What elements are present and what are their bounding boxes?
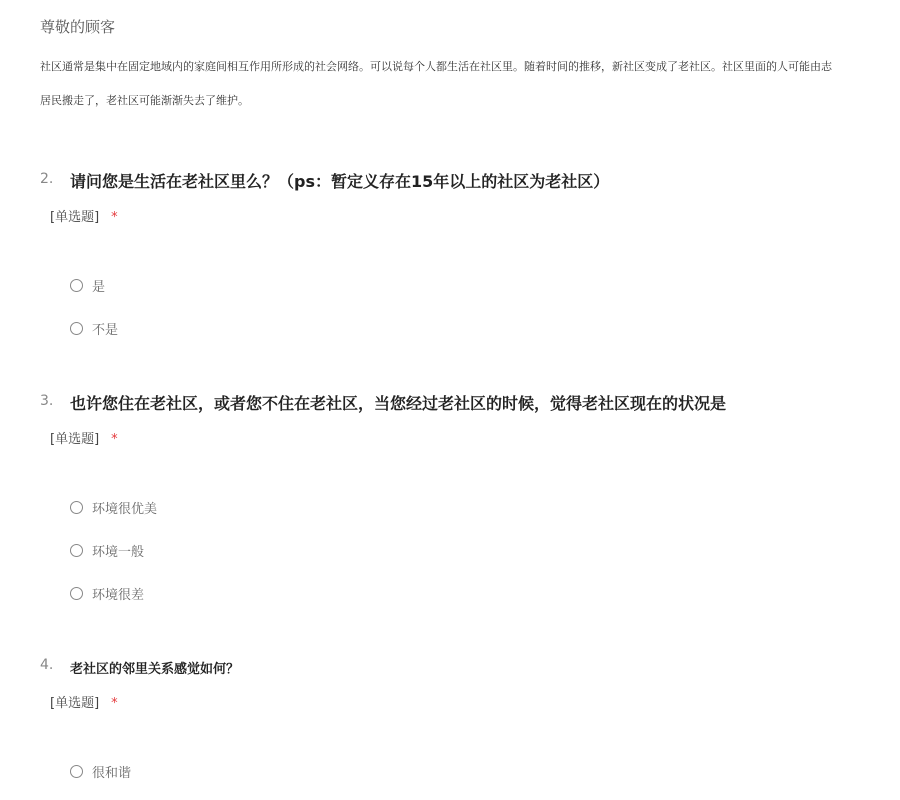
option-label: 是 <box>92 279 106 295</box>
option-yes[interactable] <box>70 276 105 294</box>
question-type-text: [单选题] <box>50 696 100 711</box>
option-label: 很和谐 <box>92 765 132 781</box>
required-marker: * <box>111 432 118 447</box>
question-title: 也许您住在老社区，或者您不住在老社区，当您经过老社区的时候，觉得老社区现在的状况是 <box>70 394 727 413</box>
question-number: 2. <box>40 171 54 187</box>
option-environment-poor[interactable] <box>70 584 144 602</box>
radio-button[interactable] <box>70 765 83 778</box>
option-label: 环境一般 <box>92 544 145 560</box>
question-type-label <box>50 206 118 225</box>
radio-button[interactable] <box>70 587 83 600</box>
intro-text-line-1: 社区通常是集中在固定地域内的家庭间相互作用所形成的社会网络。可以说每个人都生活在社区里。随着时间的推移，新社区变成了老社区。社区里面的人可能由志 <box>40 60 832 73</box>
option-environment-beautiful[interactable] <box>70 498 157 516</box>
question-number: 4. <box>40 657 54 673</box>
radio-button[interactable] <box>70 279 83 292</box>
question-title: 老社区的邻里关系感觉如何？ <box>70 662 240 677</box>
question-type-text: [单选题] <box>50 432 100 447</box>
radio-button[interactable] <box>70 322 83 335</box>
survey-greeting: 尊敬的顾客 <box>40 18 116 36</box>
radio-button[interactable] <box>70 544 83 557</box>
intro-text-line-2: 居民搬走了，老社区可能渐渐失去了维护。 <box>40 94 249 107</box>
radio-button[interactable] <box>70 501 83 514</box>
question-number: 3. <box>40 393 54 409</box>
option-label: 环境很优美 <box>92 501 158 517</box>
question-title: 请问您是生活在老社区里么？（ps：暂定义存在15年以上的社区为老社区） <box>70 172 610 191</box>
question-type-text: [单选题] <box>50 210 100 225</box>
option-label: 环境很差 <box>92 587 145 603</box>
question-type-label <box>50 428 118 447</box>
option-very-harmonious[interactable] <box>70 762 131 780</box>
option-no[interactable] <box>70 319 118 337</box>
question-type-label <box>50 692 118 711</box>
option-environment-average[interactable] <box>70 541 144 559</box>
required-marker: * <box>111 210 118 225</box>
option-label: 不是 <box>92 322 119 338</box>
required-marker: * <box>111 696 118 711</box>
